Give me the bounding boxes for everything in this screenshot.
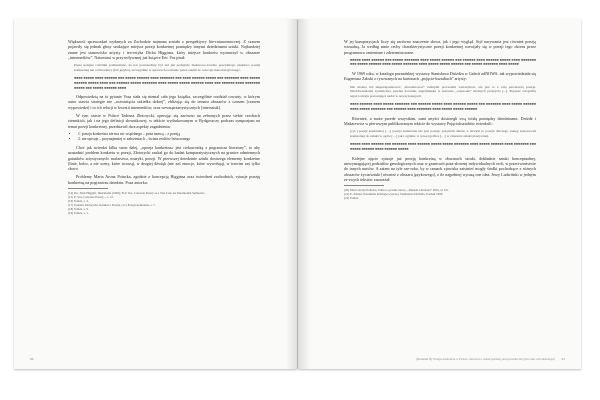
right-page [298, 19, 581, 369]
paragraph: W jej kompozycjach liczy się zarówno znaczenie słowa, jak i jego wygląd. Styl narywania jest również poezją wizualną. Ja według mnie cechy charakterystyczne poezji konkretnej rozwijały się w poezji tego okresu przez programowo zmienione i zdeterminowane. [344, 39, 536, 55]
block-quote-continued: ■■■■ ■■■■■■ ■■■■ ■■■■■ ■■■■■■■ ■■■ ■■■■■■ ■■■■■ ■■■■ ■■■■■■ ■■■■■ ■■■ ■■■■■■■ ■■■■ ■■■■■ ■■■■■■ ■■■■ ■■■■■ ■■■■■■■ ■■■ ■■■■■■ ■■■■ ■■■■■■■ ■■■■ ■■■■■ ■■■■■ ■■■■■■ [350, 102, 536, 112]
footnote-rule [344, 185, 384, 186]
paragraph: Choć jak twierdzi kilka stron dalej, „opozja konkretna« jest ciekawostką z pogranicza literatury”, to aby uzasadnić problem konkretu w poezji, Złotorycki szukał go do badań komparatystycznych na granice odmiennych gatunków artystycznych: malarstwa, muzyki, poezji. W pierwszej dziedzinie sztuki dostrzega elementy konkretne (linie, kolor, a nie sceny, które tworzą), w drugiej dźwięk (nie zaś emocje, które wywołują), w trzecim zaś tylko słowo. [68, 144, 260, 172]
page-number-right: 91 [561, 357, 565, 361]
footnote-rule [68, 188, 108, 189]
numbered-list [78, 132, 260, 142]
paragraph: Również, a może przede wszystkim, sami artyści dostrzegli swą ścisłą pomiędzy dziedzinami. Dróżdż i Makarewicz w pierwszym publikowanym tekście do wystawy Pojęciokształtów twierdzili: [344, 115, 536, 126]
paragraph: Odpowiedzią na to pytanie Vosa stała się niemal cała jego książka, szczególnie rozdział czwarty, w którym autor stawia strategie nie „rozwinięcia szkiełka dobrej”, zbliżając się do tematu obszarów z czasem [czasem wypowiedzi] i to ich relacji w kwestii intermediów, oraz wewnątrzartystycznych [intersztuk]. [68, 94, 260, 110]
footnote: [21] E. Zabski, Przesłanie katalogu wystawy Stanisława Dróżdża, Poznań 1969. [344, 192, 444, 197]
paragraph-continued: ■■■■■ ■■■■ ■■■■■■ ■■■ ■■■■■ ■■■■■■■ ■■■■ ■■■■■ ■■■■■■ ■■■ ■■■■■■ ■■■■ ■■■■■■ ■■■■■ ■■■■ ■■■■■■■ ■■■ ■■■■■ ■■■■■■ ■■■■ ■■■■■ ■■■■■■■ ■■■■ ■■■■■ ■■■■■ ■■■■■■ ■■■ ■■■■■ ■■■■■■■ ■■■■ ■■■■■ [350, 57, 536, 67]
list-item: • 2. nie opisuje – przynajmniej w założeniach – świata realiów leżaczonego [78, 137, 260, 142]
footnote: [20] Marta Arona Poincka, Takie to pewnie słowo, „Dekada Literacka” 2001, nr 5/6. [344, 188, 449, 193]
paragraph: Większość sprawozdań wydanych za Zachodzie najmana została z perspektywy lite-raturoznawczej. Z czasem pojawiły się jednak głosy szukające miejsca poezji konkretnej pomiędzy innymi dziedzinami sztuki. Najbardziej znane jest stanowisko artysty i teo-retyka Dicka Higginsa, który miejsce konkretu wyznaczył w obszarze „intermediów”. Natomiast w przywoływanej już książce Eric Vos pisał: [68, 39, 260, 60]
paragraph: W 1969 roku, w katalogu poznańskiej wystawy Stanisława Dróżdża w Galerii odNOWA, tak wypowiedziała się Eugeniusz Zabski o rysowanych na kartonach „pojęcio-kształtach” artysty: [344, 71, 536, 82]
left-page-text [68, 39, 260, 215]
running-head: [Rozdział II] Poezja konkretna w Polsce. Zarówno i sztuki polskiej poezji konkretnej (do roku czterdziestego) [416, 357, 555, 361]
page-number-left: 90 [30, 357, 34, 361]
block-quote: Nie można ich ekspresjonizować, „literalizować” żadnymi procesami wierszyków, ale jest to z całą pewnością poezja. Niedobrzeniami, synteticzna, pewien dorobek, zagrzmianka w zestawie „czasu-nie” zdolnych przezycia [...]. Poprzez ortografię tegoż rodzaju pozostająca nadal w nowej kategorii. [350, 84, 536, 98]
block-quote: [cyt.] poezji konkretnej […] poezja konkretna nie jest poezją: pojęciem dziełe, z niczym je poezja dlaczego zasięg zastosowań konkretnej do sztuki w ogóle […] jak i ogólnie w nowej grafice […] w obszarze sztuki plastycznej. [350, 129, 536, 138]
footnote: [16] Tamże, s. 4. [68, 199, 89, 204]
footnote: [14] Por. Dick Higgins, Intermedia (1965); Eric Vos, Concrete Poetry as a Test Case for Intermedial Semiotics. [68, 191, 206, 196]
footnote: [15] E. Vos, Concrete Poetry..., s. 12. [68, 195, 114, 200]
block-quote-continued: ■■■■■ ■■■■ ■■■■■■ ■■■ ■■■■■■■ ■■■■ ■■■■■■ ■■■■■ ■■■■■ ■■■■■■■ ■■■■ ■■■■■ ■■■■■■ ■■■■ ■■■■■■■ ■■■ ■■■■■ ■■■■■■ ■■■■ ■■■■■■ ■■■■■ [350, 142, 536, 152]
right-page-text [344, 39, 536, 200]
paragraph: Kolejne ujęcie sytuuje już poezję konkretną w obszarach sztuki, dokładnie sztuki konceptualnej, niewymagającej podziałów genologicznych oraz w granicach poza-słownej indywidualnych cech, w przeciwieństwie do innych nurtów. A zatem na tyle sze-roko, by w ramach zjawiska zaistnieć mogły środki pochodzące z różnych obszarów życia/sztuki [również z obszaru językowego], o ile najpełniej wyrazą one idea. Jerzy Ludwiński w jednym ze swych tekstów zauważał: [344, 155, 536, 182]
footnote: [22] Tamże. [344, 196, 359, 201]
open-book [14, 19, 581, 369]
block-quote-continued: ■■■■ ■■■■■ ■■■■ ■■■■■■ ■■■ ■■■■■ ■■■■■■ ■■■■ ■■■■■■■ ■■■ ■■■■ ■■■■■■ ■■■■■ ■■■ ■■■■■■■ ■■■■ ■■■■■ ■■■■■■ ■■■■■ ■■■■ ■■■ ■■■■■■ ■■■■■ ■■■■■■■ ■■■■ ■■■■■ ■■■■■ ■■■■■■ ■■■■ ■■■ ■■■■■■ ■■■■ ■■■■■■■ ■■■■■ ■■■ ■■■■■ ■■■■■■ ■■■■ [74, 76, 260, 90]
left-page [14, 19, 297, 369]
footnote: [18] Tamże, s. 9. [68, 207, 89, 212]
footnote: [17] Tadeusz Złotorycki, Konkret i Poezja, [w:] Poezja konkretna, s. 7. [68, 203, 156, 208]
footnote: [19] Tamże, s. 1. [68, 211, 89, 216]
block-quote: Przez kolejne rodzinki podkreślane, że ten powszechny był ani jak podejście makarowo-bardzo specjalnego znakuwo poezji konkretnej nie od literatury (lub języka), szczególnie w sprawach rozstanie przez zanim ze rozwoju metodologicznego. [74, 63, 260, 72]
paragraph: Problemy Marta Arona Poincka, zgodnie z koncepcją Higginsa oraz twierdzeń zachodnich, sytuuje poezję konkretną na pograniczu dziedzin. Poza autorka: [68, 174, 260, 185]
paragraph: W tym czasie w Polsce Tadeusz Złotorycki, operując się zarówno na zebranych przez siebie czechach ziemskich, jak i na jego definicji słownikowej, w tekście wydrukowanym w Bydgoszczy podczas sympozjum na temat poezji konkretnej, przedstawił dwa aspekty zagadnienia: [68, 113, 260, 129]
list-item: • 1. poezja konkretna nie ma nic wspólnego – poza nazwą – z poezją [78, 132, 260, 137]
